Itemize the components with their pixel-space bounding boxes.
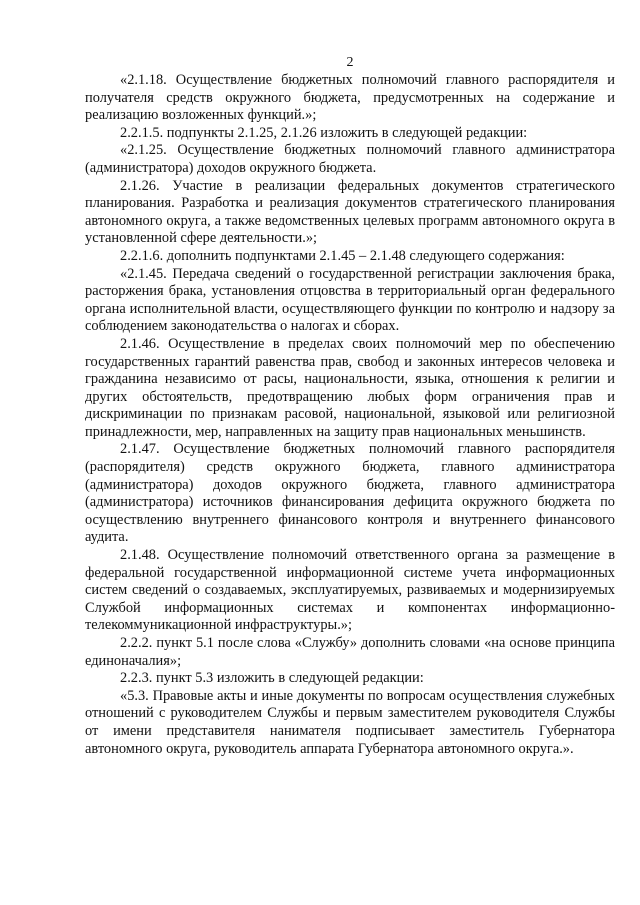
page-number: 2 [346,55,354,70]
paragraph-2-1-47: 2.1.47. Осуществление бюджетных полномочий главного распорядителя (распорядителя) средств окружного бюджета, главного администратора (администратора) доходов окружного бюджета, главного администратора (администратора) источников финансирования дефицита окружного бюджета по осуществлению внутреннего финансового контроля и внутреннего финансового аудита. [85,441,615,546]
paragraph-2-1-25: «2.1.25. Осуществление бюджетных полномочий главного администратора (администратора) доходов окружного бюджета. [85,142,615,176]
paragraph-2-2-2: 2.2.2. пункт 5.1 после слова «Службу» дополнить словами «на основе принципа единоначалия»; [85,635,615,669]
paragraph-2-2-1-6: 2.2.1.6. дополнить подпунктами 2.1.45 – 2.1.48 следующего содержания: [120,247,565,264]
paragraph-2-1-26: 2.1.26. Участие в реализации федеральных документов стратегического планирования. Разработка и реализация документов стратегического планирования автономного округа, а также ведомственных целевых программ автономного округа в установленной сфере деятельности.»; [85,177,615,247]
document-page [85,54,615,758]
paragraph-2-1-46: 2.1.46. Осуществление в пределах своих полномочий мер по обеспечению государственных гарантий равенства прав, свобод и законных интересов человека и гражданина независимо от расы, национальности, языка, отношения к религии и других обстоятельств, предотвращению любых форм ограничения прав и дискриминации по признакам расовой, национальной, языковой или религиозной принадлежности, мер, направленных на защиту прав национальных меньшинств. [85,335,615,440]
paragraph-2-2-3: 2.2.3. пункт 5.3 изложить в следующей редакции: [120,670,424,687]
paragraph-2-1-45: «2.1.45. Передача сведений о государственной регистрации заключения брака, расторжения брака, установления отцовства в территориальный орган федерального органа исполнительной власти, осуществляющего функции по контролю и надзору за соблюдением законодательства о налогах и сборах. [85,265,615,335]
paragraph-2-2-1-5: 2.2.1.5. подпункты 2.1.25, 2.1.26 изложить в следующей редакции: [120,124,528,141]
paragraph-2-1-18: «2.1.18. Осуществление бюджетных полномочий главного распорядителя и получателя средств окружного бюджета, предусмотренных на содержание и реализацию возложенных функций.»; [85,72,615,124]
paragraph-5-3: «5.3. Правовые акты и иные документы по вопросам осуществления служебных отношений с руководителем Службы и первым заместителем руководителя Службы от имени представителя нанимателя подписывает заместитель Губернатора автономного округа, руководитель аппарата Губернатора автономного округа.». [85,687,615,757]
paragraph-2-1-48: 2.1.48. Осуществление полномочий ответственного органа за размещение в федеральной государственной информационной системе учета информационных систем сведений о создаваемых, эксплуатируемых, развиваемых и модернизируемых Службой информационных системах и компонентах информационно-телекоммуникационной инфраструктуры.»; [85,547,615,634]
